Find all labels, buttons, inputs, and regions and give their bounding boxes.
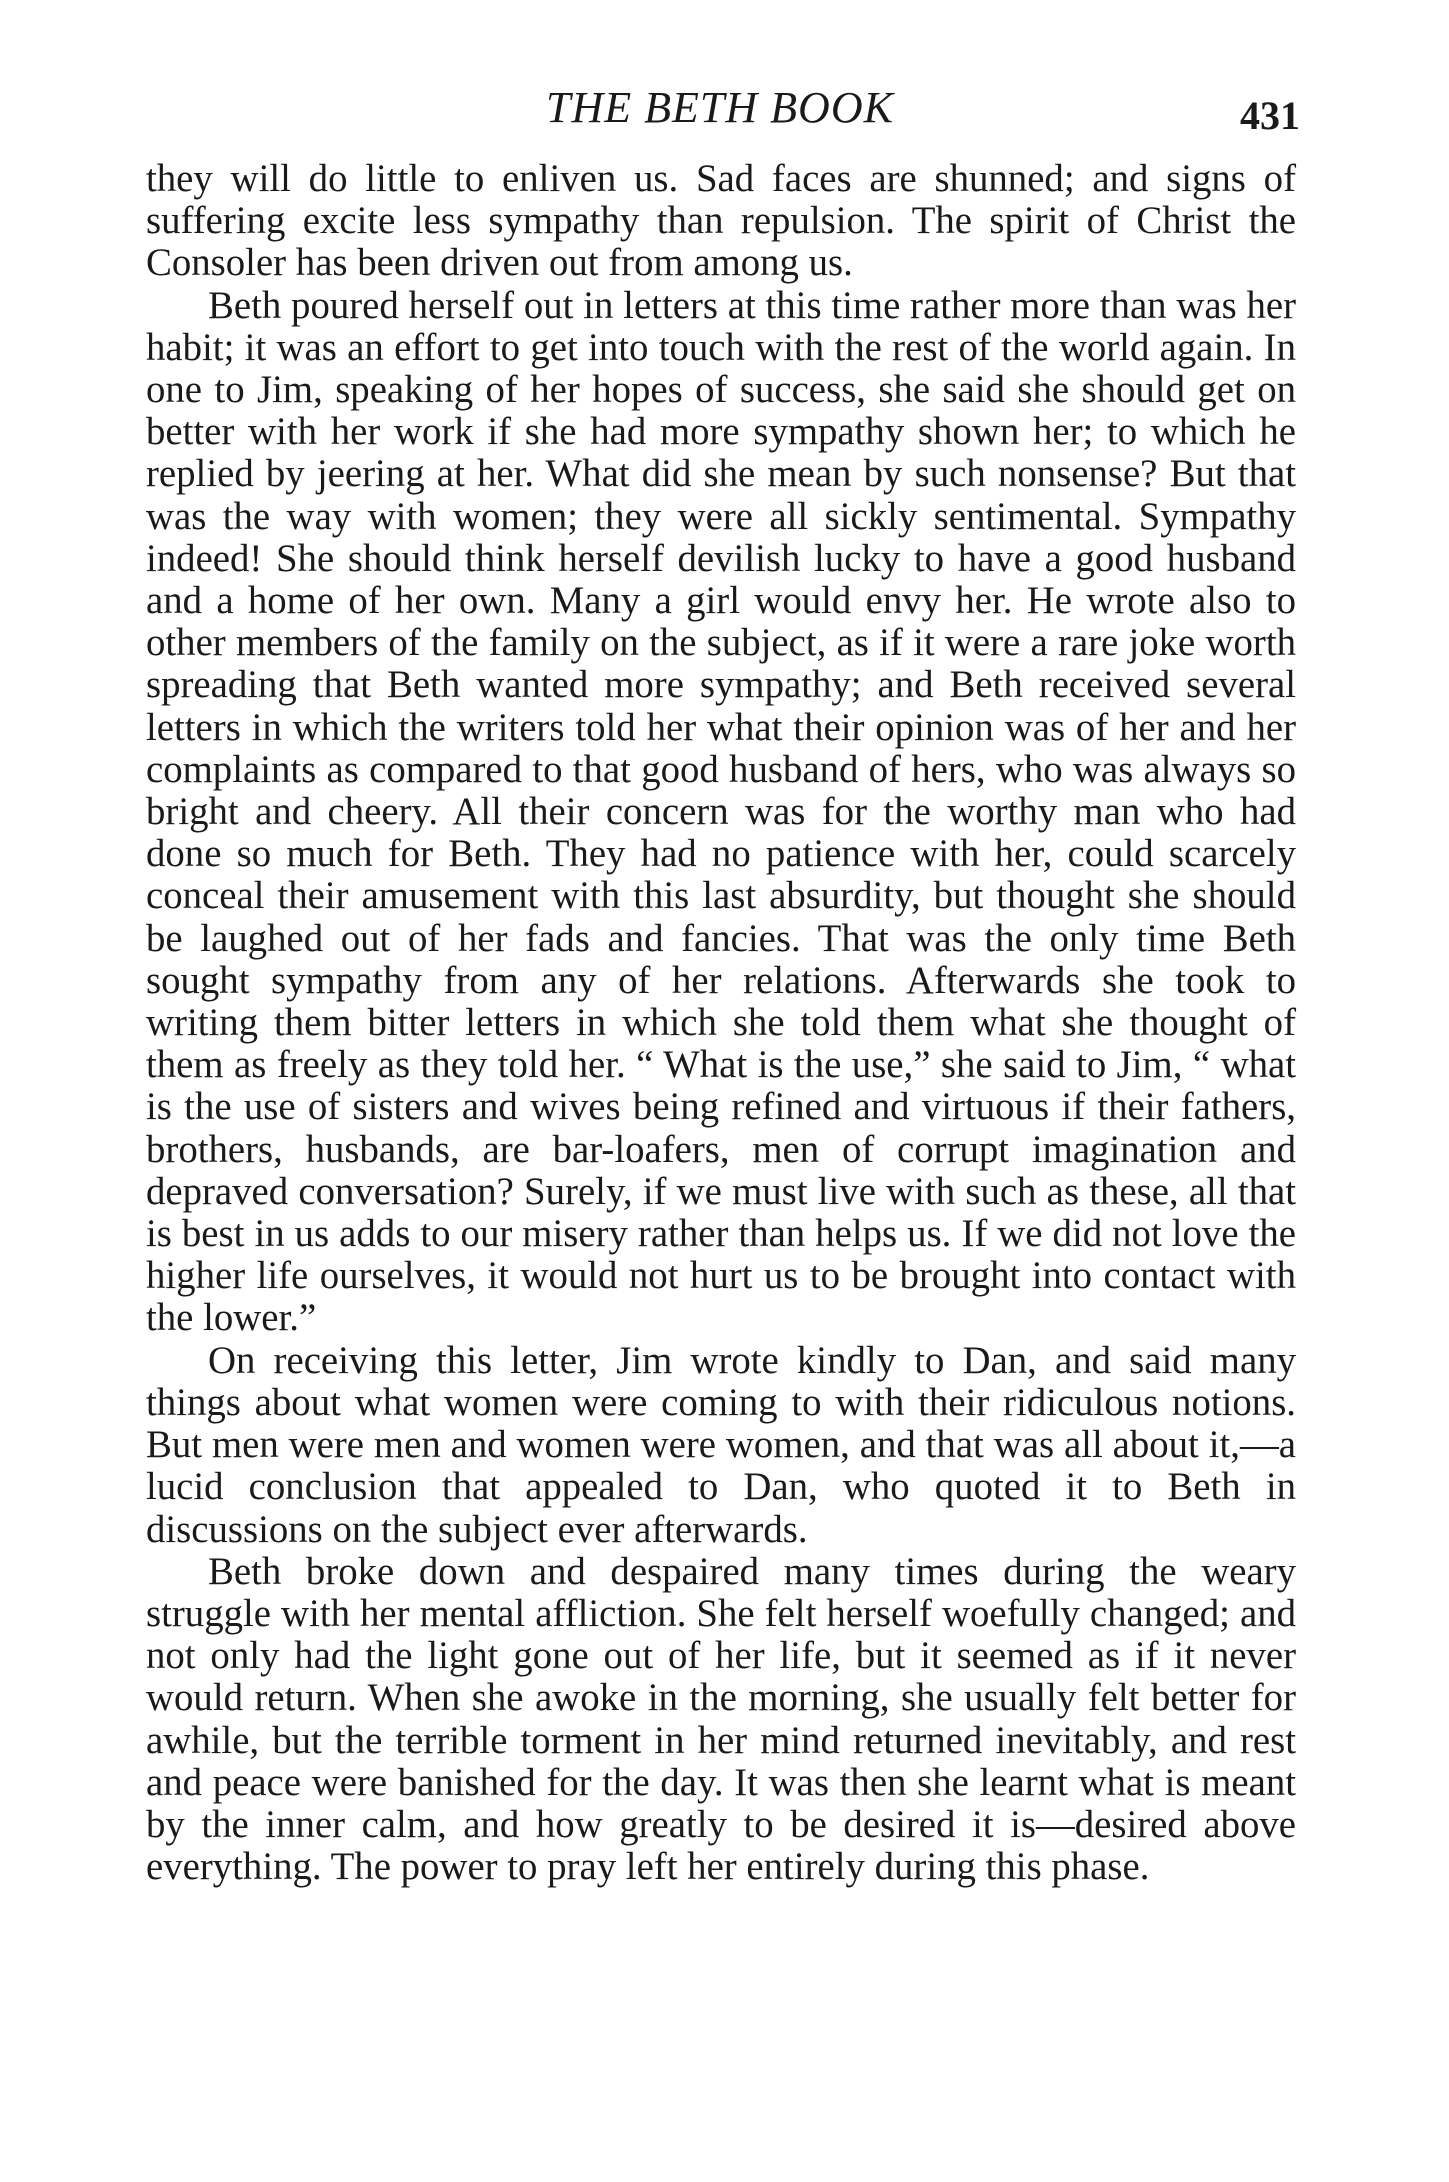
running-title: THE BETH BOOK <box>546 83 894 132</box>
paragraph: Beth broke down and despaired many times during the weary struggle with her mental affliction. She felt herself woefully changed; and not only had the light gone out of her life, but it seemed as if it never would return. When she awoke in the morning, she usually felt better for awhile, but the terrible torment in her mind returned inevitably, and rest and peace were banished for the day. It was then she learnt what is meant by the inner calm, and how greatly to be desired it is—desired above everything. The power to pray left her entirely during this phase. <box>146 1549 1296 1889</box>
paragraph-continued: they will do little to enliven us. Sad faces are shunned; and signs of suffering excite less sympathy than repulsion. The spirit of Christ the Consoler has been driven out from among us. <box>146 157 1296 285</box>
page-header <box>140 82 1300 142</box>
body-text <box>146 158 1296 1888</box>
page-number: 431 <box>1240 93 1300 138</box>
paragraph: Beth poured herself out in letters at this time rather more than was her habit; it was an effort to get into touch with the rest of the world again. In one to Jim, speaking of her hopes of success, she said she should get on better with her work if she had more sympathy shown her; to which he replied by jeering at her. What did she mean by such nonsense? But that was the way with women; they were all sickly sentimental. Sympathy indeed! She should think herself devilish lucky to have a good husband and a home of her own. Many a girl would envy her. He wrote also to other members of the family on the subject, as if it were a rare joke worth spreading that Beth wanted more sympathy; and Beth received several letters in which the writers told her what their opinion was of her and her complaints as compared to that good husband of hers, who was always so bright and cheery. All their concern was for the worthy man who had done so much for Beth. They had no patience with her, could scarcely conceal their amusement with this last absurdity, but thought she should be laughed out of her fads and fancies. That was the only time Beth sought sympathy from any of her relations. Afterwards she took to writing them bitter letters in which she told them what she thought of them as freely as they told her. “ What is the use,” she said to Jim, “ what is the use of sisters and wives being refined and virtuous if their fathers, brothers, husbands, are bar-loafers, men of corrupt imagination and depraved conversation? Surely, if we must live with such as these, all that is best in us adds to our misery rather than helps us. If we did not love the higher life ourselves, it would not hurt us to be brought into contact with the lower.” <box>146 283 1296 1340</box>
paragraph: On receiving this letter, Jim wrote kindly to Dan, and said many things about what women were coming to with their ridiculous notions. But men were men and women were women, and that was all about it,—a lucid conclusion that appealed to Dan, who quoted it to Beth in discussions on the subject ever afterwards. <box>146 1338 1296 1551</box>
